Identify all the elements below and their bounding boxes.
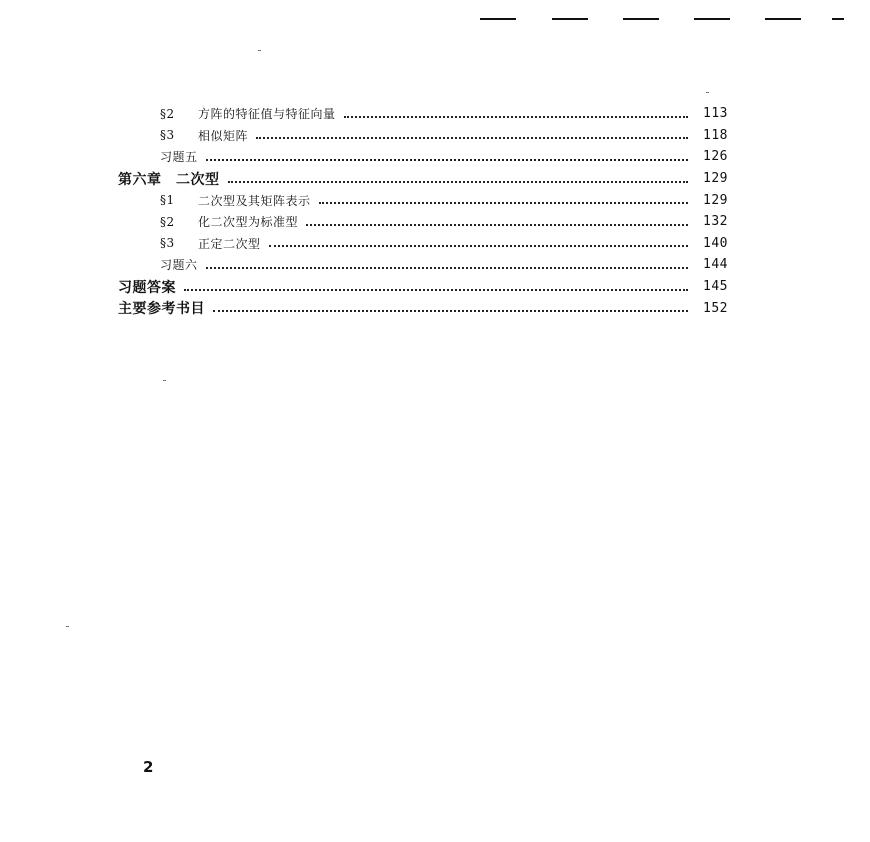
dot-leader [228, 181, 689, 183]
dot-leader [206, 267, 688, 269]
toc-section-number: §1 [160, 193, 175, 208]
dot-leader [213, 310, 688, 312]
dot-leader [269, 245, 688, 247]
toc-page-number: 140 [703, 235, 728, 251]
toc-entry-title: 习题六 [160, 258, 198, 273]
toc-entry-title: 习题答案 [118, 279, 176, 296]
dot-leader [206, 159, 688, 161]
toc-exercise-row[interactable] [118, 146, 728, 168]
toc-page-number: 152 [703, 300, 728, 316]
toc-section-row[interactable] [118, 125, 728, 147]
scan-speck [163, 380, 166, 381]
toc-entry-title: 化二次型为标准型 [198, 215, 299, 230]
dot-leader [184, 289, 688, 291]
toc-exercise-row[interactable] [118, 254, 728, 276]
header-rule-decoration [480, 18, 850, 22]
dot-leader [306, 224, 688, 226]
toc-section-row[interactable] [118, 103, 728, 125]
toc-entry-title: 方阵的特征值与特征向量 [198, 107, 336, 122]
toc-page-number: 132 [703, 214, 728, 230]
toc-entry-title: 主要参考书目 [118, 301, 205, 318]
toc-section-number: §2 [160, 214, 175, 229]
scan-speck [706, 92, 709, 93]
table-of-contents [118, 103, 728, 319]
toc-section-number: §3 [160, 236, 175, 251]
toc-page-number: 118 [703, 127, 728, 143]
toc-section-row[interactable] [118, 233, 728, 255]
toc-page-number: 113 [703, 106, 728, 122]
toc-chapter-row[interactable] [118, 276, 728, 298]
toc-entry-title: 第六章 二次型 [118, 171, 220, 188]
toc-page-number: 129 [703, 171, 728, 187]
toc-entry-title: 正定二次型 [198, 236, 261, 251]
dot-leader [344, 116, 688, 118]
toc-chapter-row[interactable] [118, 297, 728, 319]
toc-section-row[interactable] [118, 189, 728, 211]
toc-section-number: §3 [160, 128, 175, 143]
dot-leader [319, 202, 688, 204]
toc-entry-title: 二次型及其矩阵表示 [198, 193, 311, 208]
scan-speck [258, 50, 261, 51]
toc-section-row[interactable] [118, 211, 728, 233]
dot-leader [256, 137, 688, 139]
toc-chapter-row[interactable] [118, 168, 728, 190]
toc-page-number: 145 [703, 279, 728, 295]
scan-speck [66, 626, 69, 627]
page-number: 2 [143, 758, 154, 776]
toc-entry-title: 相似矩阵 [198, 128, 249, 143]
toc-page-number: 126 [703, 149, 728, 165]
toc-page-number: 144 [703, 257, 728, 273]
toc-page-number: 129 [703, 192, 728, 208]
toc-entry-title: 习题五 [160, 150, 198, 165]
toc-section-number: §2 [160, 106, 175, 121]
